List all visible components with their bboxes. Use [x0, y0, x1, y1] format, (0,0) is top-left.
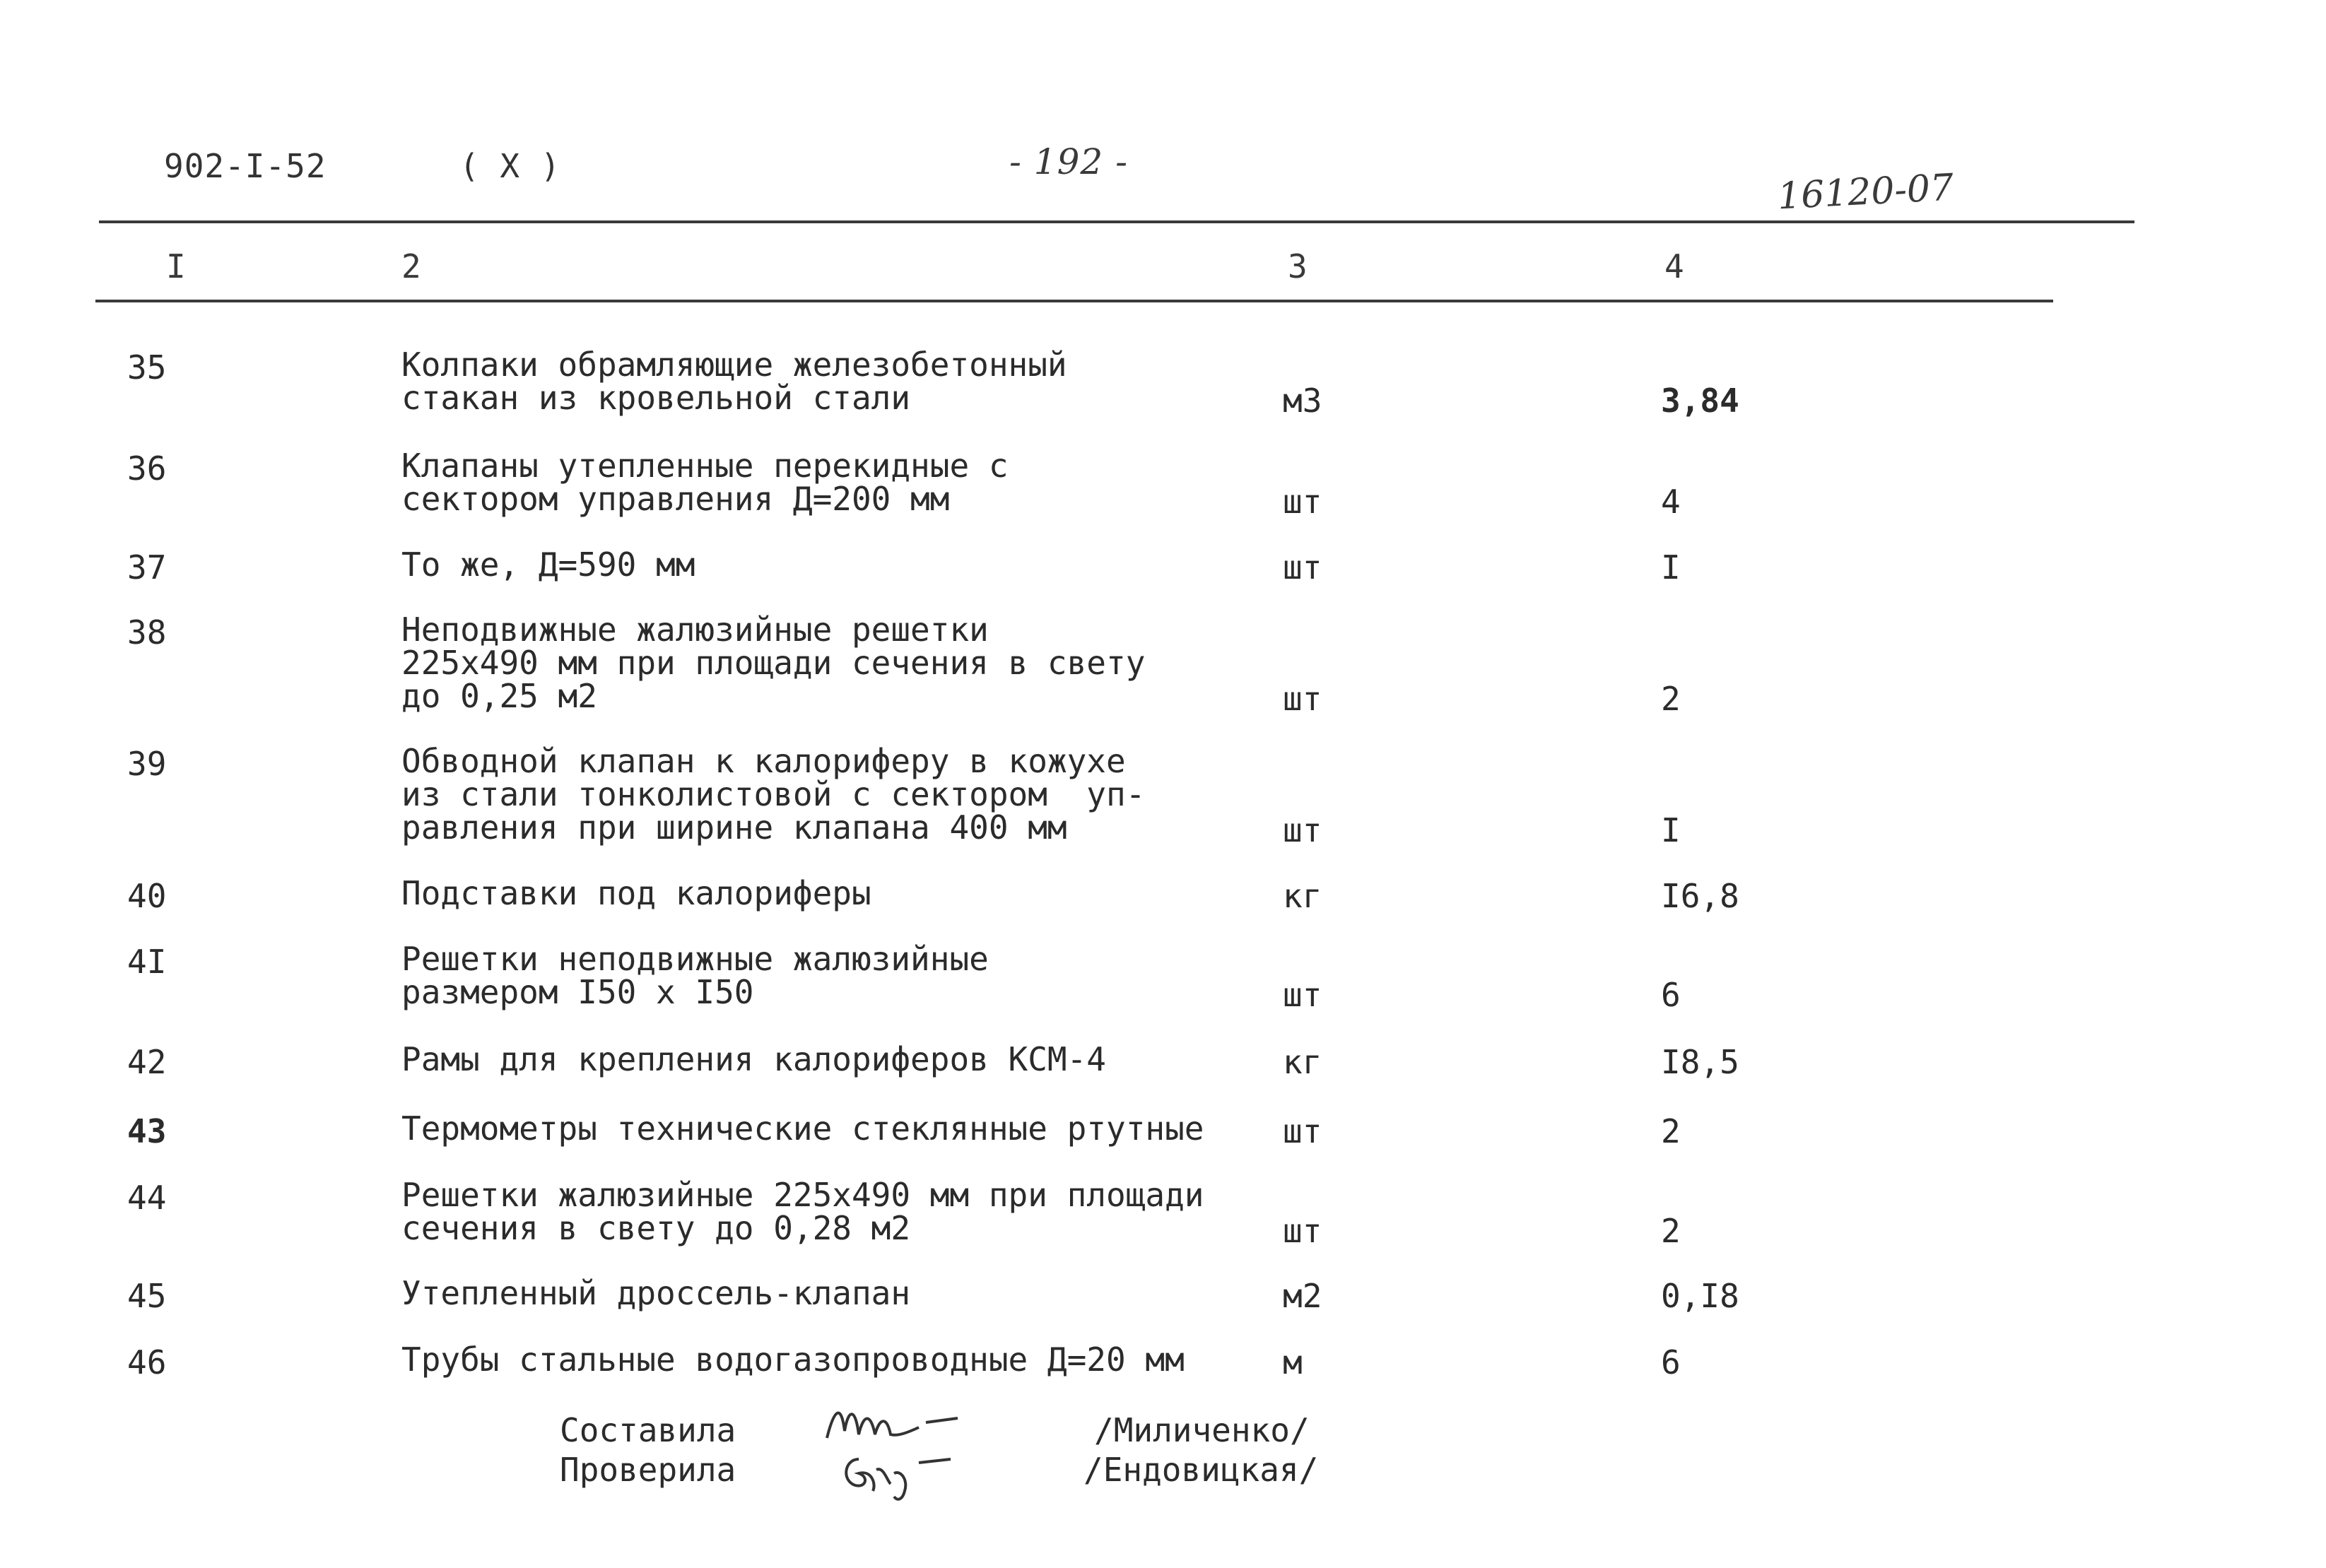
- row-number: 45: [127, 1277, 167, 1315]
- row-number: 43: [127, 1112, 167, 1150]
- column-header-3: 3: [1288, 247, 1308, 285]
- compiled-by-name: /Миличенко/: [1094, 1411, 1310, 1449]
- row-number: 37: [127, 548, 167, 586]
- row-unit: шт: [1283, 811, 1322, 849]
- row-unit: кг: [1283, 877, 1322, 915]
- row-unit: м: [1283, 1343, 1303, 1381]
- row-name-line: То же, Д=590 мм: [401, 546, 695, 584]
- row-name-line: Обводной клапан к калориферу в кожухе: [401, 742, 1126, 780]
- row-unit: шт: [1283, 1212, 1322, 1250]
- row-quantity: 6: [1661, 976, 1681, 1014]
- row-quantity: I: [1661, 811, 1681, 849]
- row-quantity: 2: [1661, 1212, 1681, 1250]
- row-unit: кг: [1283, 1043, 1322, 1081]
- row-unit: шт: [1283, 548, 1322, 586]
- row-name-line: размером I50 х I50: [401, 973, 754, 1011]
- header-rule-top: [99, 220, 2134, 223]
- row-quantity: I: [1661, 548, 1681, 586]
- row-name-line: Термометры технические стеклянные ртутные: [401, 1109, 1204, 1148]
- row-number: 35: [127, 348, 167, 387]
- row-name-line: равления при ширине клапана 400 мм: [401, 808, 1067, 847]
- row-quantity: I8,5: [1661, 1043, 1739, 1081]
- archive-number: 16120-07: [1776, 166, 1955, 218]
- row-quantity: 6: [1661, 1343, 1681, 1381]
- section-label: ( X ): [459, 147, 561, 185]
- row-number: 4I: [127, 943, 167, 981]
- checked-by-label: Проверила: [560, 1451, 736, 1489]
- row-quantity: 4: [1661, 483, 1681, 521]
- row-name-line: сектором управления Д=200 мм: [401, 480, 950, 518]
- row-number: 44: [127, 1179, 167, 1217]
- column-header-4: 4: [1664, 247, 1684, 285]
- doc-code: 902-I-52: [164, 147, 327, 185]
- row-name-line: Утепленный дроссель-клапан: [401, 1274, 911, 1312]
- row-quantity: 2: [1661, 680, 1681, 718]
- row-name-line: Клапаны утепленные перекидные с: [401, 447, 1009, 485]
- row-number: 42: [127, 1043, 167, 1081]
- row-name-line: Решетки жалюзийные 225х490 мм при площади: [401, 1176, 1204, 1214]
- row-name-line: до 0,25 м2: [401, 677, 597, 715]
- row-name-line: из стали тонколистовой с сектором уп-: [401, 775, 1146, 813]
- row-name-line: стакан из кровельной стали: [401, 379, 911, 417]
- row-unit: м3: [1283, 382, 1322, 420]
- compiled-by-label: Составила: [560, 1411, 736, 1449]
- row-quantity: I6,8: [1661, 877, 1739, 915]
- row-name-line: Решетки неподвижные жалюзийные: [401, 940, 989, 978]
- row-name-line: 225х490 мм при площади сечения в свету: [401, 644, 1146, 682]
- row-number: 40: [127, 877, 167, 915]
- column-header-2: 2: [401, 247, 421, 285]
- row-name-line: Подставки под калориферы: [401, 874, 871, 912]
- row-number: 46: [127, 1343, 167, 1381]
- row-unit: шт: [1283, 483, 1322, 521]
- row-unit: м2: [1283, 1277, 1322, 1315]
- row-unit: шт: [1283, 976, 1322, 1014]
- row-unit: шт: [1283, 680, 1322, 718]
- column-header-1: I: [166, 247, 186, 285]
- row-name-line: Колпаки обрамляющие железобетонный: [401, 346, 1067, 384]
- header-rule-bottom: [95, 300, 2053, 302]
- row-number: 38: [127, 613, 167, 652]
- row-name-line: Неподвижные жалюзийные решетки: [401, 611, 989, 649]
- row-name-line: Рамы для крепления калориферов КСМ-4: [401, 1040, 1106, 1078]
- row-unit: шт: [1283, 1112, 1322, 1150]
- row-quantity: 0,I8: [1661, 1277, 1739, 1315]
- row-quantity: 3,84: [1661, 382, 1739, 420]
- row-quantity: 2: [1661, 1112, 1681, 1150]
- signature-scribble-checked: [838, 1442, 1021, 1505]
- row-name-line: Трубы стальные водогазопроводные Д=20 мм: [401, 1340, 1185, 1379]
- checked-by-name: /Ендовицкая/: [1083, 1451, 1319, 1489]
- page-number: - 192 -: [1009, 141, 1129, 182]
- row-number: 36: [127, 449, 167, 488]
- row-name-line: сечения в свету до 0,28 м2: [401, 1209, 911, 1247]
- row-number: 39: [127, 745, 167, 783]
